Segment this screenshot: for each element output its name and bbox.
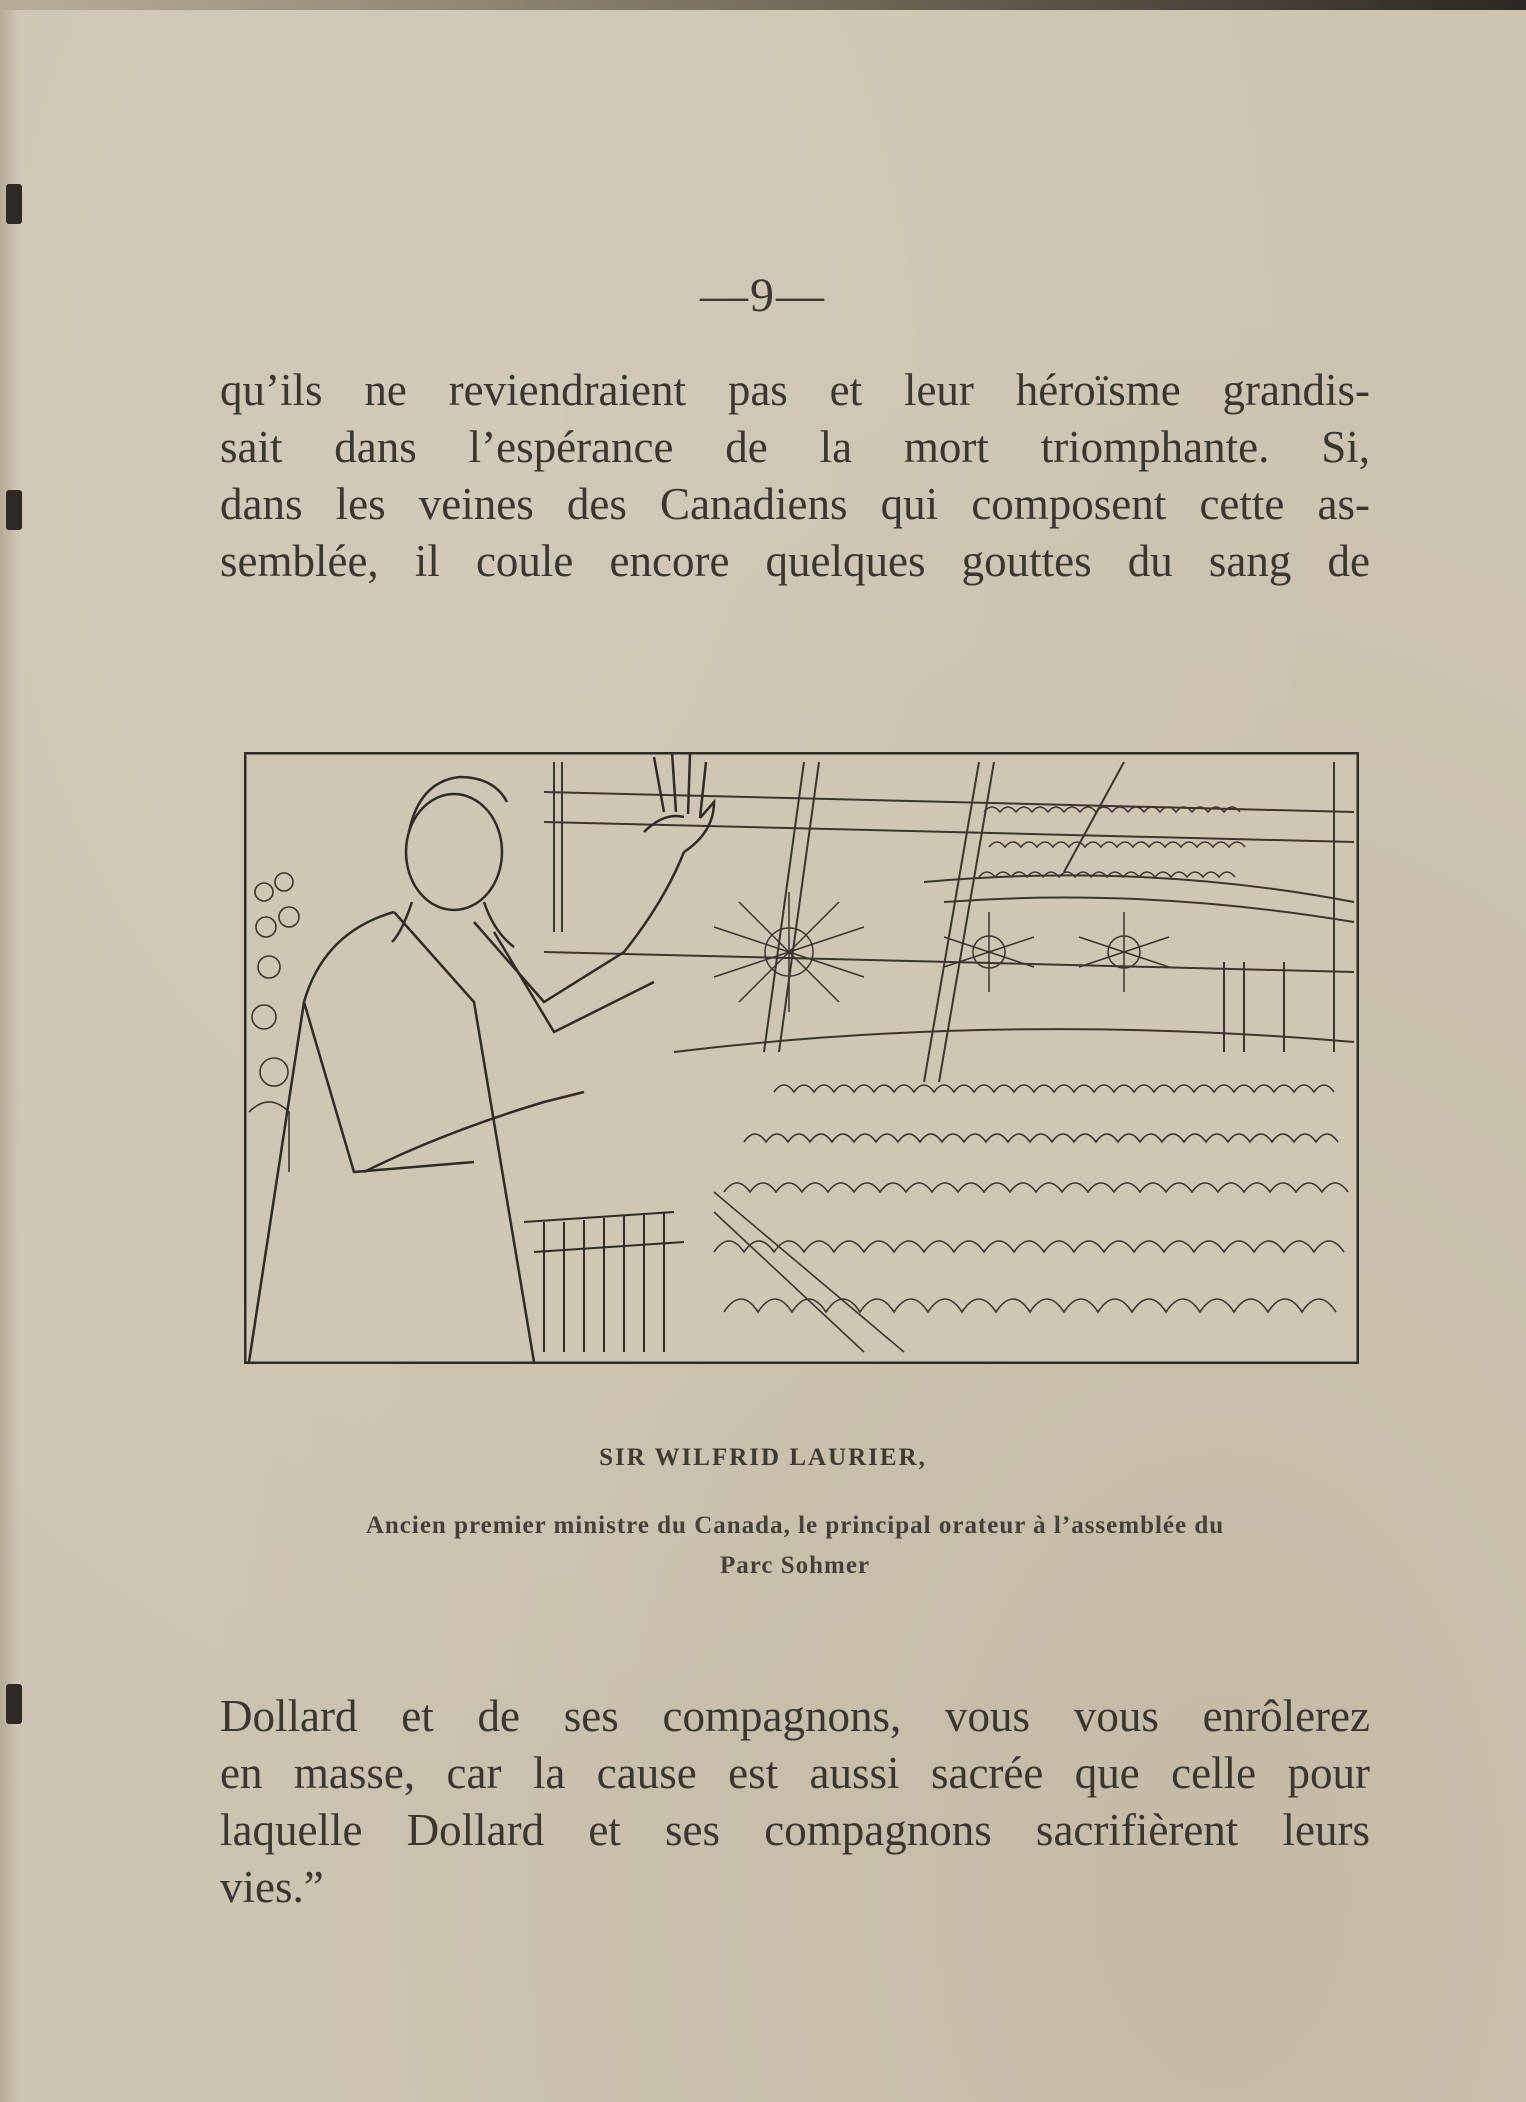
- text-line: laquelle Dollard et ses compagnons sacrifièrent leurs: [220, 1805, 1370, 1855]
- text-line: Dollard et de ses compagnons, vous vous enrôlerez: [220, 1691, 1370, 1741]
- text-line: en masse, car la cause est aussi sacrée que celle pour: [220, 1748, 1370, 1798]
- text-line: dans les veines des Canadiens qui composent cette as-: [220, 479, 1370, 529]
- binding-hole-mark: [6, 1684, 22, 1724]
- binding-hole-mark: [6, 490, 22, 530]
- paragraph-bottom: [220, 1688, 1370, 1916]
- text-line: qu’ils ne reviendraient pas et leur héroïsme grandis-: [220, 365, 1370, 415]
- text-line: semblée, il coule encore quelques gouttes du sang de: [220, 536, 1370, 586]
- paragraph-top: [220, 362, 1370, 590]
- engraving-illustration: [244, 752, 1359, 1364]
- page-number: —9—: [700, 269, 826, 322]
- figure-caption-title: SIR WILFRID LAURIER,: [599, 1444, 927, 1471]
- figure-caption-description: [240, 1506, 1350, 1586]
- caption-line: Parc Sohmer: [719, 1552, 871, 1579]
- page-top-edge: [0, 0, 1526, 10]
- illustration-figure: [244, 752, 1359, 1364]
- binding-hole-mark: [6, 184, 22, 224]
- text-line: sait dans l’espérance de la mort triomphante. Si,: [220, 422, 1370, 472]
- text-line: vies.”: [220, 1862, 324, 1912]
- caption-line: Ancien premier ministre du Canada, le principal orateur à l’assemblée du: [365, 1512, 1225, 1539]
